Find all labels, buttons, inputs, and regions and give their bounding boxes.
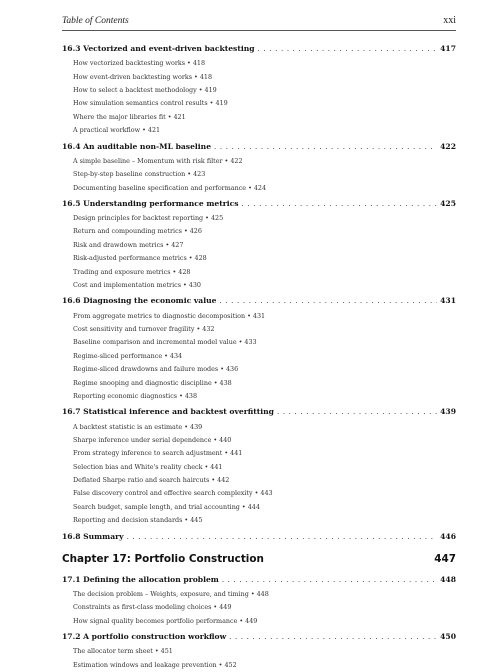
- toc-subsection[interactable]: [62, 168, 456, 181]
- subsection-title: Where the major libraries fit: [73, 112, 166, 121]
- section-title: 16.4 An auditable non-ML baseline: [62, 141, 212, 151]
- subsection-page: 448: [256, 590, 269, 599]
- bullet-separator: •: [213, 435, 218, 444]
- toc-subsection[interactable]: [62, 461, 456, 474]
- bullet-separator: •: [194, 72, 198, 81]
- toc-section[interactable]: [62, 292, 456, 309]
- bullet-separator: •: [250, 590, 255, 599]
- subsection-page: 430: [188, 281, 201, 290]
- subsection-page: 419: [204, 85, 217, 94]
- subsection-page: 449: [219, 603, 232, 612]
- bullet-separator: •: [142, 126, 146, 135]
- subsection-page: 443: [260, 489, 273, 498]
- chapter-page: 447: [434, 552, 456, 565]
- bullet-separator: •: [239, 616, 244, 625]
- bullet-separator: •: [205, 214, 209, 223]
- bullet-separator: •: [196, 325, 201, 333]
- subsection-page: 427: [171, 240, 184, 249]
- subsection-title: Return and compounding metrics: [73, 227, 182, 236]
- subsection-page: 428: [178, 267, 191, 276]
- subsection-page: 451: [160, 647, 173, 656]
- toc-subsection[interactable]: [62, 350, 456, 363]
- toc-subsection[interactable]: [62, 363, 456, 376]
- subsection-title: False discovery control and effective search complexity: [73, 489, 253, 498]
- toc-subsection[interactable]: [62, 659, 456, 672]
- subsection-page: 433: [244, 338, 257, 347]
- subsection-page: 422: [230, 156, 243, 165]
- toc-subsection[interactable]: [62, 124, 456, 137]
- dot-leader: [214, 139, 437, 155]
- bullet-separator: •: [187, 170, 192, 179]
- subsection-title: The allocator term sheet: [73, 647, 153, 656]
- subsection-page: 438: [219, 378, 232, 387]
- subsection-title: Trading and exposure metrics: [73, 267, 171, 276]
- subsection-page: 418: [199, 72, 213, 81]
- subsection-page: 421: [173, 112, 186, 121]
- section-page: 439: [440, 407, 456, 417]
- bullet-separator: •: [209, 99, 214, 108]
- subsection-title: Sharpe inference under serial dependence: [73, 435, 212, 444]
- section-title: 16.3 Vectorized and event-driven backtesting: [62, 44, 255, 53]
- subsection-page: 432: [202, 325, 215, 333]
- subsection-page: 421: [147, 126, 161, 135]
- bullet-separator: •: [154, 647, 159, 656]
- subsection-title: Constraints as first-class modeling choices: [73, 603, 212, 612]
- bullet-separator: •: [187, 59, 191, 68]
- subsection-title: How to select a backtest methodology: [73, 85, 197, 94]
- bullet-separator: •: [241, 502, 246, 511]
- bullet-separator: •: [213, 378, 218, 387]
- toc-section[interactable]: [62, 40, 456, 57]
- subsection-page: 441: [230, 449, 243, 458]
- subsection-page: 423: [193, 170, 206, 179]
- toc-subsection[interactable]: [62, 97, 456, 110]
- toc-subsection[interactable]: [62, 323, 456, 336]
- subsection-title: Regime-sliced performance: [73, 351, 163, 360]
- bullet-separator: •: [188, 254, 193, 263]
- toc-section[interactable]: [62, 628, 456, 645]
- subsection-title: The decision problem – Weights, exposure, and timing: [73, 590, 249, 599]
- subsection-page: 449: [245, 616, 258, 625]
- bullet-separator: •: [179, 391, 183, 400]
- section-title: 16.7 Statistical inference and backtest overfitting: [62, 407, 274, 417]
- subsection-title: Search budget, sample length, and trial accounting: [73, 502, 240, 511]
- toc-subsection[interactable]: [62, 390, 456, 403]
- dot-leader: [229, 629, 437, 645]
- bullet-separator: •: [183, 227, 188, 236]
- subsection-title: How signal quality becomes portfolio performance: [73, 616, 238, 625]
- subsection-title: From aggregate metrics to diagnostic decomposition: [73, 311, 246, 320]
- toc-subsection[interactable]: [62, 252, 456, 265]
- toc-subsection[interactable]: [62, 514, 456, 527]
- bullet-separator: •: [220, 365, 224, 374]
- toc-subsection[interactable]: [62, 57, 456, 70]
- toc-subsection[interactable]: [62, 71, 456, 84]
- subsection-page: 440: [219, 435, 232, 444]
- section-page: 446: [440, 531, 456, 541]
- bullet-separator: •: [211, 476, 216, 485]
- subsection-page: 442: [217, 476, 230, 485]
- toc-subsection[interactable]: [62, 182, 456, 195]
- toc-subsection[interactable]: [62, 212, 456, 225]
- subsection-title: A practical workflow: [73, 126, 141, 135]
- subsection-page: 441: [210, 462, 223, 471]
- toc-subsection[interactable]: [62, 588, 456, 601]
- toc-list: [62, 40, 456, 672]
- subsection-page: 436: [225, 365, 239, 374]
- subsection-page: 434: [169, 351, 183, 360]
- toc-subsection[interactable]: [62, 487, 456, 500]
- toc-section[interactable]: [62, 195, 456, 212]
- subsection-title: Reporting and decision standards: [73, 516, 183, 525]
- bullet-separator: •: [254, 489, 259, 498]
- toc-section[interactable]: [62, 571, 456, 588]
- subsection-title: Design principles for backtest reporting: [73, 214, 204, 223]
- bullet-separator: •: [184, 516, 189, 525]
- bullet-separator: •: [183, 281, 187, 290]
- subsection-title: Baseline comparison and incremental model value: [73, 338, 237, 347]
- toc-subsection[interactable]: [62, 84, 456, 97]
- subsection-title: Selection bias and White's reality check: [73, 462, 203, 471]
- toc-subsection[interactable]: [62, 645, 456, 658]
- dot-leader: [258, 41, 438, 57]
- bullet-separator: •: [238, 338, 243, 347]
- subsection-title: Documenting baseline specification and performance: [73, 183, 247, 192]
- bullet-separator: •: [198, 85, 203, 94]
- subsection-title: Step-by-step baseline construction: [73, 170, 186, 179]
- section-title: 16.5 Understanding performance metrics: [62, 198, 239, 208]
- subsection-page: 428: [194, 254, 207, 263]
- chapter-title: Chapter 17: Portfolio Construction: [62, 552, 264, 565]
- subsection-page: 444: [247, 502, 260, 511]
- toc-subsection[interactable]: [62, 377, 456, 390]
- subsection-title: From strategy inference to search adjustment: [73, 449, 223, 458]
- section-page: 431: [440, 296, 456, 306]
- subsection-title: Regime snooping and diagnostic discipline: [73, 378, 212, 387]
- toc-subsection[interactable]: [62, 336, 456, 349]
- section-title: 16.8 Summary: [62, 531, 124, 541]
- dot-leader: [219, 293, 437, 309]
- subsection-page: 445: [190, 516, 203, 525]
- bullet-separator: •: [184, 422, 188, 431]
- bullet-separator: •: [213, 603, 218, 612]
- bullet-separator: •: [218, 660, 223, 669]
- subsection-page: 425: [210, 214, 224, 223]
- bullet-separator: •: [172, 267, 177, 276]
- subsection-title: How vectorized backtesting works: [73, 59, 186, 68]
- subsection-title: Deflated Sharpe ratio and search haircuts: [73, 476, 210, 485]
- page-number: xxi: [443, 15, 456, 26]
- subsection-page: 438: [184, 391, 198, 400]
- running-title: Table of Contents: [62, 16, 129, 26]
- subsection-title: Regime-sliced drawdowns and failure modes: [73, 365, 219, 374]
- bullet-separator: •: [164, 351, 168, 360]
- subsection-page: 418: [192, 59, 206, 68]
- header-rule: [62, 30, 456, 31]
- subsection-title: How event-driven backtesting works: [73, 72, 193, 81]
- section-title: 17.2 A portfolio construction workflow: [62, 632, 227, 642]
- section-page: 448: [440, 574, 456, 584]
- dot-leader: [222, 572, 437, 588]
- section-page: 425: [440, 198, 456, 208]
- subsection-page: 439: [190, 422, 203, 431]
- toc-subsection[interactable]: [62, 310, 456, 323]
- section-page: 422: [440, 141, 456, 151]
- dot-leader: [277, 404, 437, 420]
- subsection-title: Risk-adjusted performance metrics: [73, 254, 187, 263]
- section-page: 417: [440, 44, 456, 53]
- bullet-separator: •: [165, 240, 170, 249]
- dot-leader: [127, 529, 438, 545]
- toc-subsection[interactable]: [62, 155, 456, 168]
- subsection-title: A simple baseline – Momentum with risk filter: [73, 156, 223, 165]
- bullet-separator: •: [204, 462, 209, 471]
- section-title: 17.1 Defining the allocation problem: [62, 574, 219, 584]
- toc-subsection[interactable]: [62, 474, 456, 487]
- subsection-title: Estimation windows and leakage prevention: [73, 660, 217, 669]
- subsection-page: 452: [224, 660, 237, 669]
- toc-subsection[interactable]: [62, 434, 456, 447]
- subsection-page: 431: [252, 311, 266, 320]
- bullet-separator: •: [248, 183, 252, 192]
- toc-section[interactable]: [62, 528, 456, 545]
- toc-chapter[interactable]: [62, 547, 456, 571]
- toc-subsection[interactable]: [62, 279, 456, 292]
- section-page: 450: [440, 632, 456, 642]
- toc-section[interactable]: [62, 138, 456, 155]
- bullet-separator: •: [224, 449, 229, 458]
- toc-subsection[interactable]: [62, 225, 456, 238]
- subsection-page: 424: [253, 183, 267, 192]
- dot-leader: [242, 196, 438, 212]
- subsection-page: 419: [215, 99, 228, 108]
- subsection-title: A backtest statistic is an estimate: [73, 422, 183, 431]
- toc-subsection[interactable]: [62, 601, 456, 614]
- subsection-title: Cost and implementation metrics: [73, 281, 181, 290]
- subsection-title: Cost sensitivity and turnover fragility: [73, 325, 195, 333]
- subsection-page: 426: [189, 227, 202, 236]
- toc-subsection[interactable]: [62, 239, 456, 252]
- toc-subsection[interactable]: [62, 266, 456, 279]
- bullet-separator: •: [247, 311, 251, 320]
- toc-subsection[interactable]: [62, 421, 456, 434]
- section-title: 16.6 Diagnosing the economic value: [62, 296, 217, 306]
- toc-subsection[interactable]: [62, 111, 456, 124]
- running-header: [62, 15, 456, 35]
- subsection-title: Reporting economic diagnostics: [73, 391, 178, 400]
- subsection-title: Risk and drawdown metrics: [73, 240, 164, 249]
- subsection-title: How simulation semantics control results: [73, 99, 208, 108]
- bullet-separator: •: [167, 112, 172, 121]
- bullet-separator: •: [224, 156, 229, 165]
- toc-section[interactable]: [62, 403, 456, 420]
- toc-subsection[interactable]: [62, 447, 456, 460]
- toc-subsection[interactable]: [62, 501, 456, 514]
